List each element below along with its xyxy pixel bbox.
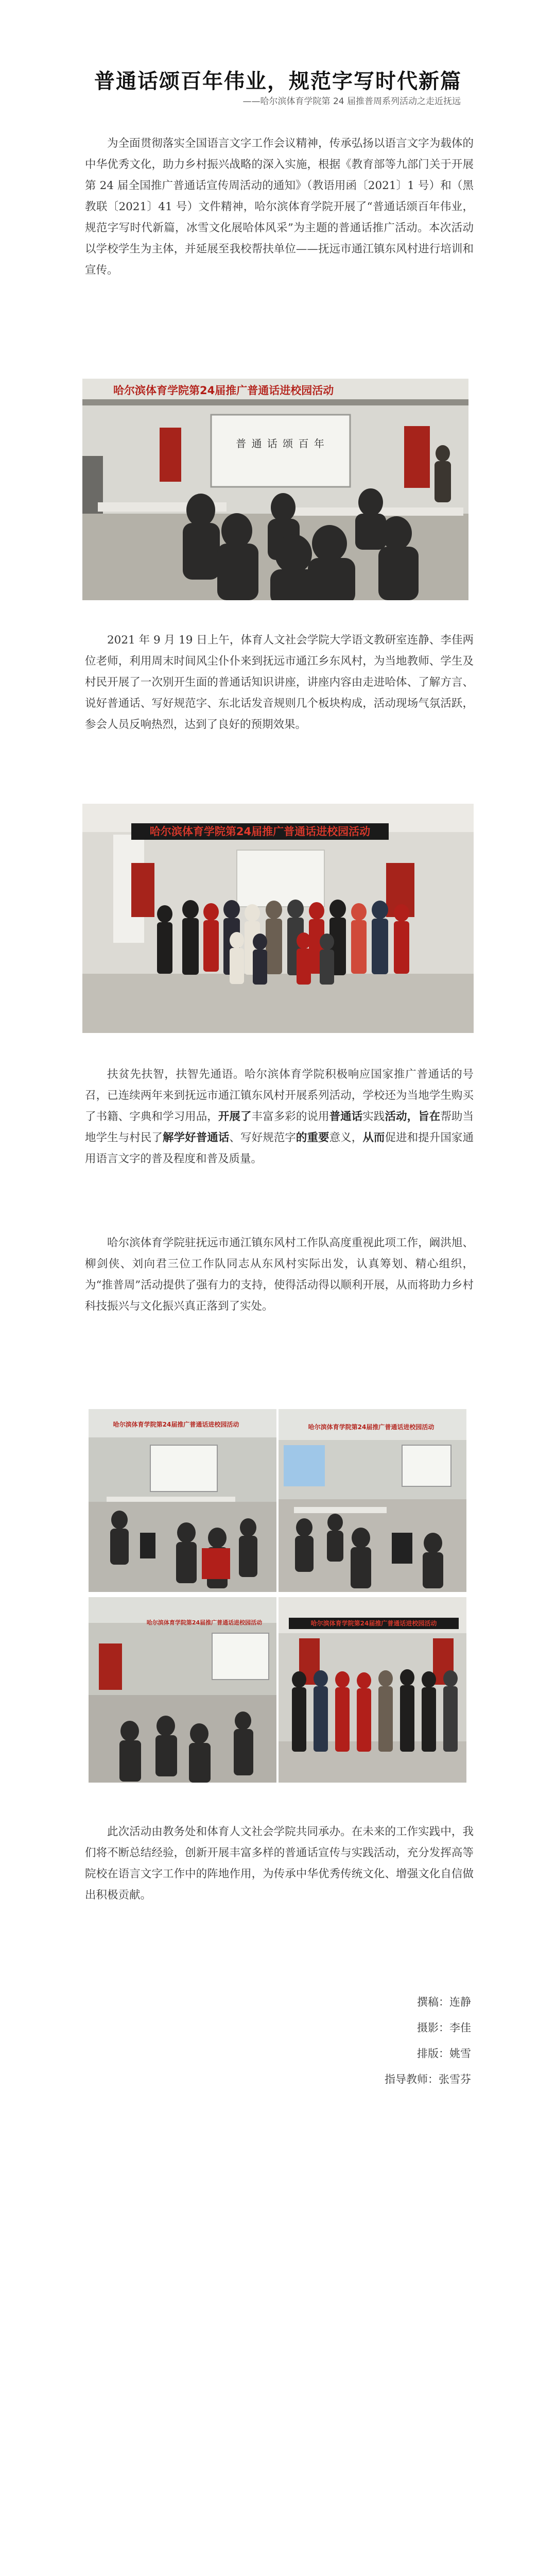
p3-part-5: 、写好规范字 xyxy=(229,1131,296,1144)
credit-advisor: 指导教师：张雪芬 xyxy=(385,2073,471,2086)
p3-bold-1: 开展了 xyxy=(218,1110,252,1123)
lecture-photo-banner: 哈尔滨体育学院第24届推广普通话进校园活动 xyxy=(113,384,334,397)
grid-photo-team xyxy=(279,1597,466,1783)
article-subtitle: ——哈尔滨体育学院第 24 届推普周系列活动之走近抚远 xyxy=(242,96,461,107)
grid-photo-classroom-1 xyxy=(89,1409,276,1592)
p3-part-2: 丰富多彩的说用 xyxy=(251,1110,329,1123)
grid-photo-classroom-2-banner: 哈尔滨体育学院第24届推广普通话进校园活动 xyxy=(308,1423,435,1431)
p3-part-4: 帮助当地学生与村民了 xyxy=(85,1110,474,1144)
paragraph-work-team: 哈尔滨体育学院驻抚远市通江镇东风村工作队高度重视此项工作，阚洪旭、柳剑侠、刘向君三位工作队同志从东风村实际出发，认真筹划、精心组织，为“推普周”活动提供了强有力的支持，使得活动得以顺利开展，从而将助力乡村科技振兴与文化振兴真正落到了实处。 xyxy=(85,1236,474,1313)
group-photo-banner: 哈尔滨体育学院第24届推广普通话进校园活动 xyxy=(131,823,389,840)
grid-photo-classroom-3-banner: 哈尔滨体育学院第24届推广普通话进校园活动 xyxy=(146,1619,263,1626)
group-photo xyxy=(82,804,474,1033)
grid-photo-classroom-3 xyxy=(89,1597,276,1783)
article-title: 普通话颂百年伟业，规范字写时代新篇 xyxy=(94,70,462,93)
credit-layout: 排版：姚雪 xyxy=(417,2047,471,2060)
lecture-photo-scene xyxy=(82,379,468,600)
grid-photo-classroom-1-banner: 哈尔滨体育学院第24届推广普通话进校园活动 xyxy=(113,1421,239,1428)
paragraph-poverty-alleviation xyxy=(85,1064,474,1170)
p3-part-7: 促进和提升国家通用语言文字的普及程度和普及质量。 xyxy=(85,1131,474,1165)
credit-photographer: 摄影：李佳 xyxy=(417,2022,471,2034)
paragraph-closing: 此次活动由教务处和体育人文社会学院共同承办。在未来的工作实践中，我们将不断总结经验，创新开展丰富多样的普通话宣传与实践活动，充分发挥高等院校在语言文字工作中的阵地作用，为传承中华优秀传统文化、增强文化自信做出积极贡献。 xyxy=(85,1825,474,1902)
paragraph-lecture: 2021 年 9 月 19 日上午，体育人文社会学院大学语文教研室连静、李佳两位老师，利用周末时间风尘仆仆来到抚远市通江乡东风村，为当地教师、学生及村民开展了一次别开生面的普通话知识讲座，讲座内容由走进哈体、了解方言、说好普通话、写好规范字、东北话发音规则几个板块构成，活动现场气氛活跃，参会人员反响热烈，达到了良好的预期效果。 xyxy=(85,634,474,731)
grid-photo-classroom-1-scene xyxy=(89,1409,276,1592)
p3-part-6: 意义， xyxy=(329,1131,363,1144)
lecture-screen-text: 普 通 话 颂 百 年 xyxy=(236,437,325,450)
p3-bold-2: 普通话 xyxy=(329,1110,363,1123)
p3-bold-6: 从而 xyxy=(362,1131,385,1144)
grid-photo-team-banner: 哈尔滨体育学院第24届推广普通话进校园活动 xyxy=(289,1618,459,1629)
p3-part-1: 扶贫先扶智，扶智先通语。哈尔滨体育学院积极响应国家推广普通话的号召，已连续两年来到抚远市通江镇东风村开展系列活动，学校还为当地学生购买了书籍、字典和学习用品， xyxy=(85,1068,474,1123)
grid-photo-classroom-2-scene xyxy=(279,1409,466,1592)
p3-part-3: 实践 xyxy=(362,1110,385,1123)
grid-photo-classroom-2 xyxy=(279,1409,466,1592)
p3-bold-3: 活动，旨在 xyxy=(385,1110,441,1123)
credit-writer: 撰稿：连静 xyxy=(417,1996,471,2008)
p3-bold-5: 的重要 xyxy=(296,1131,329,1144)
lecture-photo xyxy=(82,379,468,600)
paragraph-intro: 为全面贯彻落实全国语言文字工作会议精神，传承弘扬以语言文字为载体的中华优秀文化，助力乡村振兴战略的深入实施，根据《教育部等九部门关于开展第 24 届全国推广普通话宣传周活动的通知》（教语用函〔2021〕1 号）和（黑教联〔2021〕41 号）文件精神，哈尔滨体育学院开展了“普通话颂百年伟业，规范字写时代新篇，冰雪文化展哈体风采”为主题的普通话推广活动。本次活动以学校学生为主体，并延展至我校帮扶单位——抚远市通江镇东风村进行培训和宣传。 xyxy=(85,137,474,277)
p3-bold-4: 解学好普通话 xyxy=(163,1131,230,1144)
